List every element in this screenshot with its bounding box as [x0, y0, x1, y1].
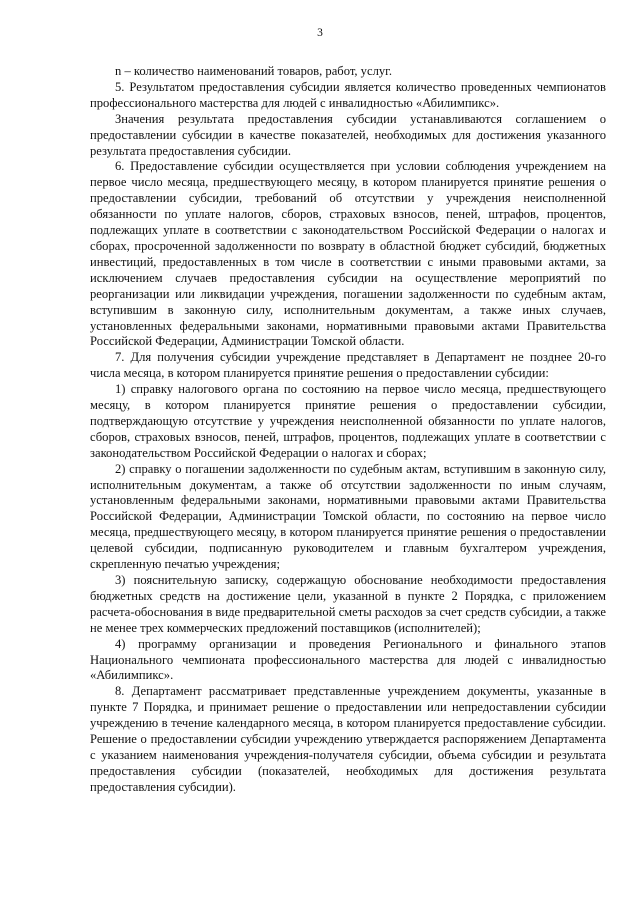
- paragraph-subitem-3: 3) пояснительную записку, содержащую обоснование необходимости предоставления бюджетных средств на достижение цели, указанной в пункте 2 Порядка, с приложением расчета-обоснования в виде предварительной сметы расходов за счет средств субсидии, а также не менее трех коммерческих предложений поставщиков (исполнителей);: [90, 573, 606, 635]
- paragraph-subitem-2: 2) справку о погашении задолженности по судебным актам, вступившим в законную силу, исполнительным документам, а также об отсутствии задолженности по иным случаям, установленным федеральными законами, нормативными правовыми актами Правительства Российской Федерации, Администрации Томской области, по состоянию на первое число месяца, предшествующего месяцу, в котором планируется принятие решения о предоставлении целевой субсидии, подписанную руководителем и главным бухгалтером учреждения, скрепленную печатью учреждения;: [90, 461, 606, 572]
- paragraph-subitem-1: 1) справку налогового органа по состоянию на первое число месяца, предшествующего месяцу, в котором планируется принятие решения о предоставлении субсидии, подтверждающую отсутствие у учреждения неисполненной обязанности по уплате налогов, сборов, страховых взносов, пеней, штрафов, процентов, подлежащих уплате в соответствии с законодательством Российской Федерации о налогах и сборах;: [90, 382, 606, 460]
- paragraph-item-6: 6. Предоставление субсидии осуществляется при условии соблюдения учреждением на первое число месяца, предшествующего месяцу, в котором планируется принятие решения о предоставлении субсидии, требований об отсутствии у учреждения неисполненной обязанности по уплате налогов, сборов, страховых взносов, пеней, штрафов, процентов, подлежащих уплате в соответствии с законодательством Российской Федерации о налогах и сборах, просроченной задолженности по возврату в областной бюджет субсидий, бюджетных инвестиций, предоставленных в том числе в соответствии с иными правовыми актами, за исключением случаев предоставления субсидии на осуществление мероприятий по реорганизации или ликвидации учреждения, погашении задолженности по судебным актам, вступившим в законную силу, исполнительным документам, а также иных случаев, установленных федеральными законами, нормативными правовыми актами Правительства Российской Федерации, Администрации Томской области.: [90, 159, 606, 349]
- page-number: 3: [317, 27, 323, 39]
- paragraph-subitem-4: 4) программу организации и проведения Регионального и финального этапов Национального чемпионата профессионального мастерства для людей с инвалидностью «Абилимпикс».: [90, 636, 606, 683]
- paragraph-item-5: 5. Результатом предоставления субсидии является количество проведенных чемпионатов профессионального мастерства для людей с инвалидностью «Абилимпикс».: [90, 79, 606, 110]
- paragraph-item-8: 8. Департамент рассматривает представленные учреждением документы, указанные в пункте 7 Порядка, и принимает решение о предоставлении или непредоставлении субсидии учреждению в течение календарного месяца, в котором планируется предоставление субсидии. Решение о предоставлении субсидии учреждению утверждается распоряжением Департамента с указанием наименования учреждения-получателя субсидии, объема субсидии и результата предоставления субсидии (показателей, необходимых для достижения результата предоставления субсидии).: [90, 684, 606, 794]
- paragraph-result-values: Значения результата предоставления субсидии устанавливаются соглашением о предоставлении субсидии в качестве показателей, необходимых для достижения указанного результата предоставления субсидии.: [90, 111, 606, 158]
- document-body: [90, 64, 606, 796]
- paragraph-n-definition: n – количество наименований товаров, работ, услуг.: [115, 64, 393, 78]
- paragraph-item-7: 7. Для получения субсидии учреждение представляет в Департамент не позднее 20-го числа месяца, в котором планируется принятие решения о предоставлении субсидии:: [90, 350, 606, 381]
